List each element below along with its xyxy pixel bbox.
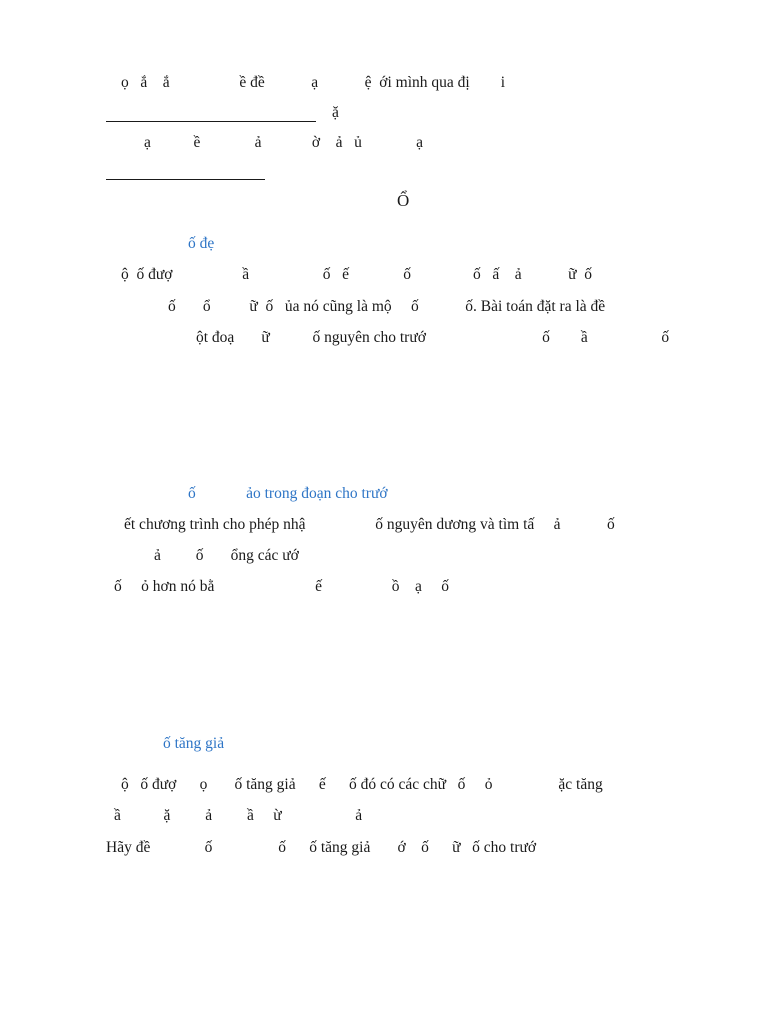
intro-line-1: ọ ắ ắ ề đề ạ ệ ới mình qua đị i [121,74,506,91]
section-1-line-3: ột đoạ ữ ố nguyên cho trướ ố ầ ố [196,329,670,346]
section-2-line-1: ết chương trình cho phép nhậ ố nguyên dương và tìm tấ ả ố [124,516,615,533]
intro-line-3: ạ ề ả ờ ả ủ ạ [144,134,423,151]
section-1-heading: ố đẹ [188,235,215,252]
section-3-line-2: ầ ặ ả ầ ừ ả [114,807,363,824]
intro-line-2: ặ [332,104,339,121]
section-3-heading: ố tăng giả [163,735,225,752]
underline-rule-2 [106,179,265,180]
section-3-line-1: ộ ố đượ ọ ố tăng giả ế ố đó có các chữ ố ỏ ặc tăng [121,776,603,793]
section-2-line-3: ố ỏ hơn nó bằ ế ồ ạ ố [114,578,449,595]
section-2-line-2: ả ố ổng các ướ [154,547,299,564]
underline-rule-1 [106,121,316,122]
section-1-line-1: ộ ố đượ ầ ố ế ố ố ấ ả ữ ố [121,266,593,283]
section-title: Ổ [397,191,410,210]
section-2-heading: ố ảo trong đoạn cho trướ [188,485,388,502]
section-3-line-3: Hãy đề ố ố ố tăng giả ớ ố ữ ố cho trướ [106,839,537,856]
section-1-line-2: ố ổ ữ ố ủa nó cũng là mộ ố ố. Bài toán đặt ra là đề [168,298,606,315]
